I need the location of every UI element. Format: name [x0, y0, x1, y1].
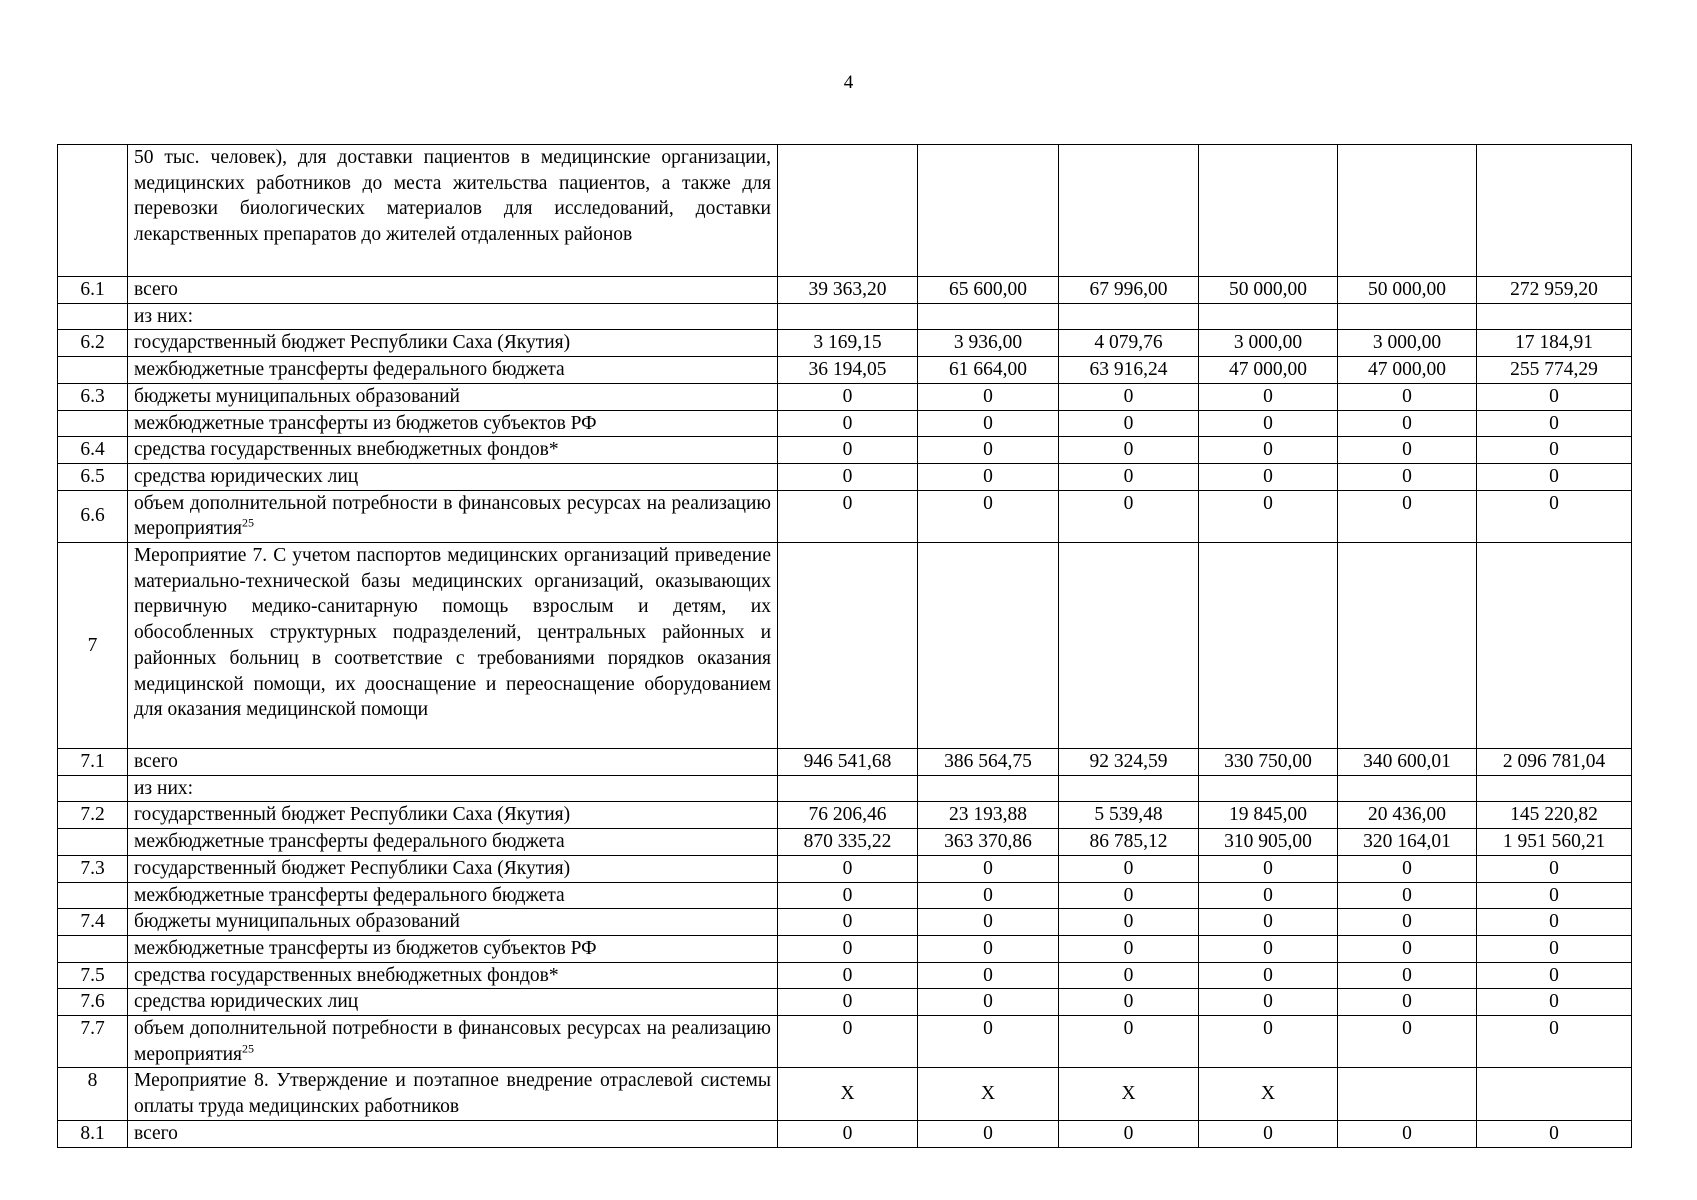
value-cell: 0: [1199, 935, 1338, 962]
value-cell: 386 564,75: [918, 749, 1059, 776]
value-cell: 0: [1477, 882, 1632, 909]
row-description-text: бюджеты муниципальных образований: [134, 385, 460, 407]
value-cell: 0: [1477, 490, 1632, 542]
value-cell: 50 000,00: [1338, 277, 1477, 304]
page-number: 4: [843, 72, 854, 93]
value-cell: 0: [1338, 1016, 1477, 1068]
value-cell: 0: [1477, 935, 1632, 962]
value-cell: 0: [1199, 463, 1338, 490]
table-row: [58, 855, 1632, 882]
table-body: [58, 145, 1632, 1148]
row-number: 8.1: [58, 1120, 128, 1147]
value-cell: 0: [778, 463, 918, 490]
value-cell: 0: [1199, 410, 1338, 437]
row-description: [128, 277, 778, 304]
row-number: [58, 829, 128, 856]
row-description-text: из них:: [134, 305, 194, 327]
row-description-text: государственный бюджет Республики Саха (Якутия): [134, 332, 571, 354]
row-number: 8: [58, 1068, 128, 1120]
value-cell: 17 184,91: [1477, 330, 1632, 357]
value-cell: [918, 775, 1059, 802]
row-description: [128, 330, 778, 357]
row-description-text: из них:: [134, 777, 194, 799]
table-row: [58, 989, 1632, 1016]
row-description-text: межбюджетные трансферты федерального бюджета: [134, 359, 565, 381]
row-number: 7.4: [58, 909, 128, 936]
row-description-text: межбюджетные трансферты из бюджетов субъектов РФ: [134, 937, 597, 959]
table-row: [58, 490, 1632, 542]
value-cell: [1199, 145, 1338, 277]
row-number: [58, 303, 128, 330]
value-cell: 0: [1059, 1120, 1199, 1147]
row-description: [128, 935, 778, 962]
row-number: 6.6: [58, 490, 128, 542]
value-cell: [1477, 303, 1632, 330]
value-cell: [1338, 775, 1477, 802]
table-row: [58, 437, 1632, 464]
row-number: 7.5: [58, 962, 128, 989]
value-cell: 63 916,24: [1059, 357, 1199, 384]
value-cell: [1199, 543, 1338, 749]
row-description: [128, 490, 778, 542]
value-cell: 0: [918, 909, 1059, 936]
value-cell: 0: [1199, 909, 1338, 936]
value-cell: 20 436,00: [1338, 802, 1477, 829]
table-row: [58, 909, 1632, 936]
value-cell: 0: [1477, 1016, 1632, 1068]
row-description: [128, 882, 778, 909]
row-number: 6.5: [58, 463, 128, 490]
row-description-text: 50 тыс. человек), для доставки пациентов в медицинские организации, медицинских работников до места жительства пациентов, а также для перевозки биологических материалов для исследований, доставки лекарственных препаратов до жителей отдаленных районов: [134, 147, 771, 246]
value-cell: 3 000,00: [1338, 330, 1477, 357]
value-cell: 0: [918, 490, 1059, 542]
value-cell: 0: [1338, 962, 1477, 989]
value-cell: [1338, 543, 1477, 749]
value-cell: 36 194,05: [778, 357, 918, 384]
value-cell: 0: [1338, 1120, 1477, 1147]
value-cell: 65 600,00: [918, 277, 1059, 304]
value-cell: [1199, 303, 1338, 330]
row-description: [128, 410, 778, 437]
row-description: [128, 829, 778, 856]
value-cell: 255 774,29: [1477, 357, 1632, 384]
table-row: [58, 145, 1632, 277]
value-cell: 0: [1338, 383, 1477, 410]
value-cell: [1059, 303, 1199, 330]
value-cell: 0: [918, 989, 1059, 1016]
value-cell: 0: [1199, 989, 1338, 1016]
table-row: [58, 303, 1632, 330]
row-number: 7.3: [58, 855, 128, 882]
value-cell: [1338, 145, 1477, 277]
value-cell: 0: [1199, 962, 1338, 989]
value-cell: [918, 303, 1059, 330]
value-cell: 0: [1338, 463, 1477, 490]
row-description-text: межбюджетные трансферты федерального бюджета: [134, 884, 565, 906]
value-cell: 61 664,00: [918, 357, 1059, 384]
value-cell: 0: [918, 1120, 1059, 1147]
value-cell: 0: [778, 855, 918, 882]
row-description: [128, 775, 778, 802]
value-cell: [1059, 145, 1199, 277]
value-cell: 0: [1477, 437, 1632, 464]
table-row: [58, 802, 1632, 829]
value-cell: 0: [1059, 437, 1199, 464]
value-cell: 0: [918, 935, 1059, 962]
row-description-text: средства юридических лиц: [134, 465, 359, 487]
row-description-text: средства государственных внебюджетных фондов*: [134, 964, 559, 986]
value-cell: 0: [778, 437, 918, 464]
table-row: [58, 357, 1632, 384]
value-cell: X: [1059, 1068, 1199, 1120]
value-cell: 340 600,01: [1338, 749, 1477, 776]
row-description-text: всего: [134, 1122, 178, 1144]
row-number: [58, 145, 128, 277]
value-cell: [1199, 775, 1338, 802]
table-row: [58, 829, 1632, 856]
value-cell: 330 750,00: [1199, 749, 1338, 776]
row-description: [128, 383, 778, 410]
row-description: [128, 909, 778, 936]
value-cell: 0: [778, 935, 918, 962]
value-cell: 5 539,48: [1059, 802, 1199, 829]
value-cell: 39 363,20: [778, 277, 918, 304]
row-description-text: государственный бюджет Республики Саха (Якутия): [134, 804, 571, 826]
row-number: 6.3: [58, 383, 128, 410]
row-description-text: средства юридических лиц: [134, 991, 359, 1013]
value-cell: 92 324,59: [1059, 749, 1199, 776]
row-number: 7.6: [58, 989, 128, 1016]
table-row: [58, 463, 1632, 490]
value-cell: 19 845,00: [1199, 802, 1338, 829]
value-cell: 0: [1477, 410, 1632, 437]
row-description-text: государственный бюджет Республики Саха (Якутия): [134, 857, 571, 879]
value-cell: 363 370,86: [918, 829, 1059, 856]
value-cell: 870 335,22: [778, 829, 918, 856]
value-cell: [778, 145, 918, 277]
value-cell: 3 000,00: [1199, 330, 1338, 357]
row-description-text: бюджеты муниципальных образований: [134, 911, 460, 933]
value-cell: 0: [778, 383, 918, 410]
value-cell: 0: [918, 882, 1059, 909]
value-cell: [778, 543, 918, 749]
row-number: 6.2: [58, 330, 128, 357]
row-number: [58, 410, 128, 437]
value-cell: 2 096 781,04: [1477, 749, 1632, 776]
row-number: 7: [58, 543, 128, 749]
value-cell: X: [1199, 1068, 1338, 1120]
value-cell: 0: [918, 437, 1059, 464]
value-cell: 0: [1477, 909, 1632, 936]
value-cell: 76 206,46: [778, 802, 918, 829]
row-description-text: Мероприятие 7. С учетом паспортов медицинских организаций приведение материально-технической базы медицинских организаций, оказывающих первичную медико-санитарную помощь взрослым и детям, их обособленных структурных подразделений, центральных районных и районных больниц в соответствие с требованиями порядков оказания медицинской помощи, их дооснащение и переоснащение оборудованием для оказания медицинской помощи: [134, 545, 771, 721]
row-description-text: межбюджетные трансферты из бюджетов субъектов РФ: [134, 412, 597, 434]
value-cell: 310 905,00: [1199, 829, 1338, 856]
value-cell: [1059, 543, 1199, 749]
value-cell: 3 936,00: [918, 330, 1059, 357]
row-number: 7.7: [58, 1016, 128, 1068]
value-cell: 0: [1059, 383, 1199, 410]
value-cell: [1059, 775, 1199, 802]
value-cell: 0: [918, 962, 1059, 989]
value-cell: 0: [778, 1120, 918, 1147]
value-cell: 0: [1059, 855, 1199, 882]
value-cell: 0: [1338, 490, 1477, 542]
row-description-text: объем дополнительной потребности в финансовых ресурсах на реализацию мероприятия: [134, 1018, 771, 1065]
value-cell: 0: [1059, 463, 1199, 490]
table-row: [58, 543, 1632, 749]
value-cell: 0: [1477, 1120, 1632, 1147]
value-cell: 0: [1059, 962, 1199, 989]
value-cell: 0: [1338, 909, 1477, 936]
footnote-reference: 25: [242, 515, 255, 530]
value-cell: 0: [918, 855, 1059, 882]
value-cell: [918, 145, 1059, 277]
value-cell: 1 951 560,21: [1477, 829, 1632, 856]
row-number: 6.4: [58, 437, 128, 464]
value-cell: [1477, 543, 1632, 749]
value-cell: 946 541,68: [778, 749, 918, 776]
table-row: [58, 749, 1632, 776]
row-number: [58, 935, 128, 962]
row-description: [128, 543, 778, 749]
value-cell: 0: [1338, 989, 1477, 1016]
table-row: [58, 1068, 1632, 1120]
value-cell: 0: [1059, 490, 1199, 542]
row-number: 7.1: [58, 749, 128, 776]
value-cell: 0: [1059, 989, 1199, 1016]
table-row: [58, 383, 1632, 410]
value-cell: 0: [1338, 882, 1477, 909]
table-row: [58, 962, 1632, 989]
value-cell: 0: [778, 410, 918, 437]
value-cell: 0: [1059, 935, 1199, 962]
value-cell: 0: [1477, 989, 1632, 1016]
value-cell: 47 000,00: [1338, 357, 1477, 384]
value-cell: 0: [918, 463, 1059, 490]
value-cell: 0: [1338, 437, 1477, 464]
value-cell: 0: [1477, 463, 1632, 490]
value-cell: 0: [1477, 383, 1632, 410]
value-cell: 0: [1338, 855, 1477, 882]
value-cell: 0: [1199, 855, 1338, 882]
value-cell: 3 169,15: [778, 330, 918, 357]
row-description: [128, 989, 778, 1016]
value-cell: 0: [1059, 882, 1199, 909]
row-description: [128, 802, 778, 829]
value-cell: 0: [1059, 410, 1199, 437]
table-row: [58, 1120, 1632, 1147]
value-cell: 4 079,76: [1059, 330, 1199, 357]
value-cell: 0: [778, 882, 918, 909]
value-cell: 0: [1199, 383, 1338, 410]
row-description: [128, 855, 778, 882]
row-description: [128, 1120, 778, 1147]
value-cell: [1477, 145, 1632, 277]
value-cell: X: [778, 1068, 918, 1120]
row-description-text: всего: [134, 279, 178, 300]
row-description-text: Мероприятие 8. Утверждение и поэтапное внедрение отраслевой системы оплаты труда медицинских работников: [134, 1070, 771, 1118]
value-cell: 0: [778, 909, 918, 936]
value-cell: 0: [1338, 935, 1477, 962]
value-cell: 0: [778, 490, 918, 542]
financing-table: [57, 144, 1632, 1148]
row-description-text: межбюджетные трансферты федерального бюджета: [134, 831, 565, 853]
value-cell: 50 000,00: [1199, 277, 1338, 304]
value-cell: 0: [1199, 1016, 1338, 1068]
value-cell: 0: [778, 1016, 918, 1068]
row-description: [128, 1016, 778, 1068]
row-number: 7.2: [58, 802, 128, 829]
value-cell: 272 959,20: [1477, 277, 1632, 304]
row-description: [128, 303, 778, 330]
value-cell: [1338, 1068, 1477, 1120]
table-row: [58, 277, 1632, 304]
row-description: [128, 437, 778, 464]
row-number: [58, 775, 128, 802]
value-cell: [778, 303, 918, 330]
value-cell: 0: [1199, 882, 1338, 909]
value-cell: 0: [1477, 855, 1632, 882]
row-description: [128, 749, 778, 776]
row-number: [58, 882, 128, 909]
value-cell: 0: [918, 1016, 1059, 1068]
value-cell: [1338, 303, 1477, 330]
value-cell: 0: [1059, 909, 1199, 936]
row-description: [128, 357, 778, 384]
footnote-reference: 25: [242, 1041, 255, 1056]
row-number: [58, 357, 128, 384]
value-cell: 67 996,00: [1059, 277, 1199, 304]
value-cell: 23 193,88: [918, 802, 1059, 829]
value-cell: 320 164,01: [1338, 829, 1477, 856]
table-row: [58, 882, 1632, 909]
value-cell: 0: [1059, 1016, 1199, 1068]
value-cell: 0: [918, 383, 1059, 410]
value-cell: 47 000,00: [1199, 357, 1338, 384]
value-cell: [1477, 1068, 1632, 1120]
row-description-text: средства государственных внебюджетных фондов*: [134, 439, 559, 461]
table-row: [58, 410, 1632, 437]
row-description: [128, 145, 778, 277]
table-row: [58, 935, 1632, 962]
table-row: [58, 775, 1632, 802]
value-cell: 145 220,82: [1477, 802, 1632, 829]
table-row: [58, 1016, 1632, 1068]
value-cell: 0: [1199, 490, 1338, 542]
row-description-text: всего: [134, 751, 178, 773]
value-cell: X: [918, 1068, 1059, 1120]
row-description-text: объем дополнительной потребности в финансовых ресурсах на реализацию мероприятия: [134, 492, 771, 540]
row-description: [128, 1068, 778, 1120]
row-description: [128, 463, 778, 490]
value-cell: [778, 775, 918, 802]
row-number: 6.1: [58, 277, 128, 304]
value-cell: 0: [1199, 1120, 1338, 1147]
row-description: [128, 962, 778, 989]
value-cell: 0: [1199, 437, 1338, 464]
value-cell: 0: [918, 410, 1059, 437]
value-cell: [1477, 775, 1632, 802]
value-cell: 0: [778, 962, 918, 989]
value-cell: [918, 543, 1059, 749]
value-cell: 86 785,12: [1059, 829, 1199, 856]
value-cell: 0: [778, 989, 918, 1016]
table-row: [58, 330, 1632, 357]
value-cell: 0: [1338, 410, 1477, 437]
value-cell: 0: [1477, 962, 1632, 989]
